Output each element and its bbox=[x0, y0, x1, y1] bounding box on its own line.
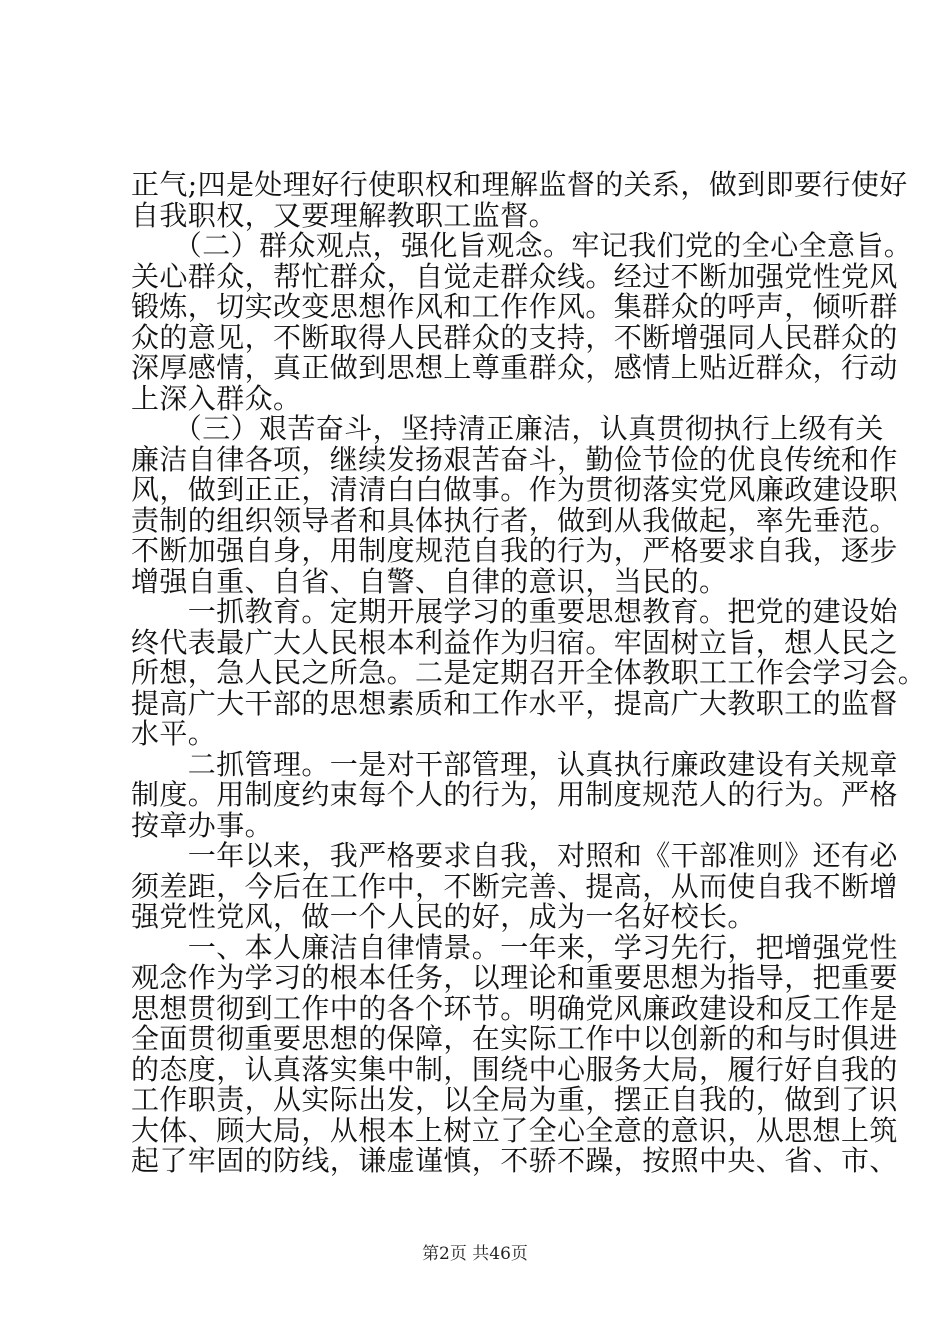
paragraph bbox=[131, 839, 898, 933]
text-line: 二抓管理。一是对干部管理，认真执行廉政建设有关规章 bbox=[131, 747, 898, 781]
text-line: 不断加强自身，用制度规范自我的行为，严格要求自我，逐步 bbox=[131, 534, 898, 567]
text-line: 增强自重、自省、自警、自律的意识，当民的。 bbox=[131, 564, 728, 598]
paragraph bbox=[131, 930, 898, 1177]
text-line: 锻炼，切实改变思想作风和工作作风。集群众的呼声，倾听群 bbox=[131, 290, 898, 323]
text-line: 思想贯彻到工作中的各个环节。明确党风廉政建设和反工作是 bbox=[131, 991, 898, 1025]
paragraph bbox=[131, 229, 913, 415]
text-line: 大体、顾大局，从根本上树立了全心全意的意识，从思想上筑 bbox=[131, 1113, 898, 1147]
text-line: 深厚感情，真正做到思想上尊重群众，感情上贴近群众，行动 bbox=[131, 351, 898, 384]
paragraph bbox=[131, 168, 908, 232]
text-line: 按章办事。 bbox=[131, 808, 274, 842]
text-line: 一、本人廉洁自律情景。一年来，学习先行，把增强党性 bbox=[131, 930, 898, 964]
paragraph bbox=[131, 595, 927, 750]
text-line: （三）艰苦奋斗，坚持清正廉洁，认真贯彻执行上级有关 bbox=[131, 412, 884, 445]
text-line: 正气;四是处理好行使职权和理解监督的关系，做到即要行使好 bbox=[131, 168, 908, 201]
text-line: 提高广大干部的思想素质和工作水平，提高广大教职工的监督 bbox=[131, 686, 898, 720]
text-line: 须差距，今后在工作中，不断完善、提高，从而使自我不断增 bbox=[131, 869, 898, 903]
paragraph bbox=[131, 747, 898, 842]
text-line: 起了牢固的防线，谦虚谨慎，不骄不躁，按照中央、省、市、 bbox=[131, 1144, 898, 1177]
text-line: 观念作为学习的根本任务，以理论和重要思想为指导，把重要 bbox=[131, 961, 898, 994]
text-line: 上深入群众。 bbox=[131, 381, 302, 415]
text-line: 责制的组织领导者和具体执行者，做到从我做起，率先垂范。 bbox=[131, 503, 898, 537]
text-line: 水平。 bbox=[131, 717, 217, 750]
text-line: 一年以来，我严格要求自我，对照和《干部准则》还有必 bbox=[131, 839, 898, 872]
text-line: 众的意见，不断取得人民群众的支持，不断增强同人民群众的 bbox=[131, 320, 898, 354]
text-line: 关心群众，帮忙群众，自觉走群众线。经过不断加强党性党风 bbox=[131, 259, 898, 293]
text-line: 自我职权，又要理解教职工监督。 bbox=[131, 198, 558, 232]
text-line: 全面贯彻重要思想的保障，在实际工作中以创新的和与时俱进 bbox=[131, 1022, 898, 1055]
text-line: 廉洁自律各项，继续发扬艰苦奋斗，勤俭节俭的优良传统和作 bbox=[131, 442, 898, 476]
text-line: 的态度，认真落实集中制，围绕中心服务大局，履行好自我的 bbox=[131, 1052, 898, 1086]
text-line: 制度。用制度约束每个人的行为，用制度规范人的行为。严格 bbox=[131, 778, 898, 811]
paragraph bbox=[131, 412, 898, 598]
text-line: 风，做到正正，清清白白做事。作为贯彻落实党风廉政建设职 bbox=[131, 473, 898, 506]
text-line: （二）群众观点，强化旨观念。牢记我们党的全心全意旨。 bbox=[131, 229, 913, 262]
text-line: 所想，急人民之所急。二是定期召开全体教职工工作会学习会。 bbox=[131, 656, 927, 689]
text-line: 一抓教育。定期开展学习的重要思想教育。把党的建设始 bbox=[131, 595, 898, 628]
page-number-footer: 第2页 共46页 bbox=[422, 1244, 528, 1264]
text-line: 终代表最广大人民根本利益作为归宿。牢固树立旨，想人民之 bbox=[131, 625, 898, 659]
document-body bbox=[131, 168, 927, 1177]
text-line: 强党性党风，做一个人民的好，成为一名好校长。 bbox=[131, 900, 756, 933]
text-line: 工作职责，从实际出发，以全局为重，摆正自我的，做到了识 bbox=[131, 1083, 898, 1116]
